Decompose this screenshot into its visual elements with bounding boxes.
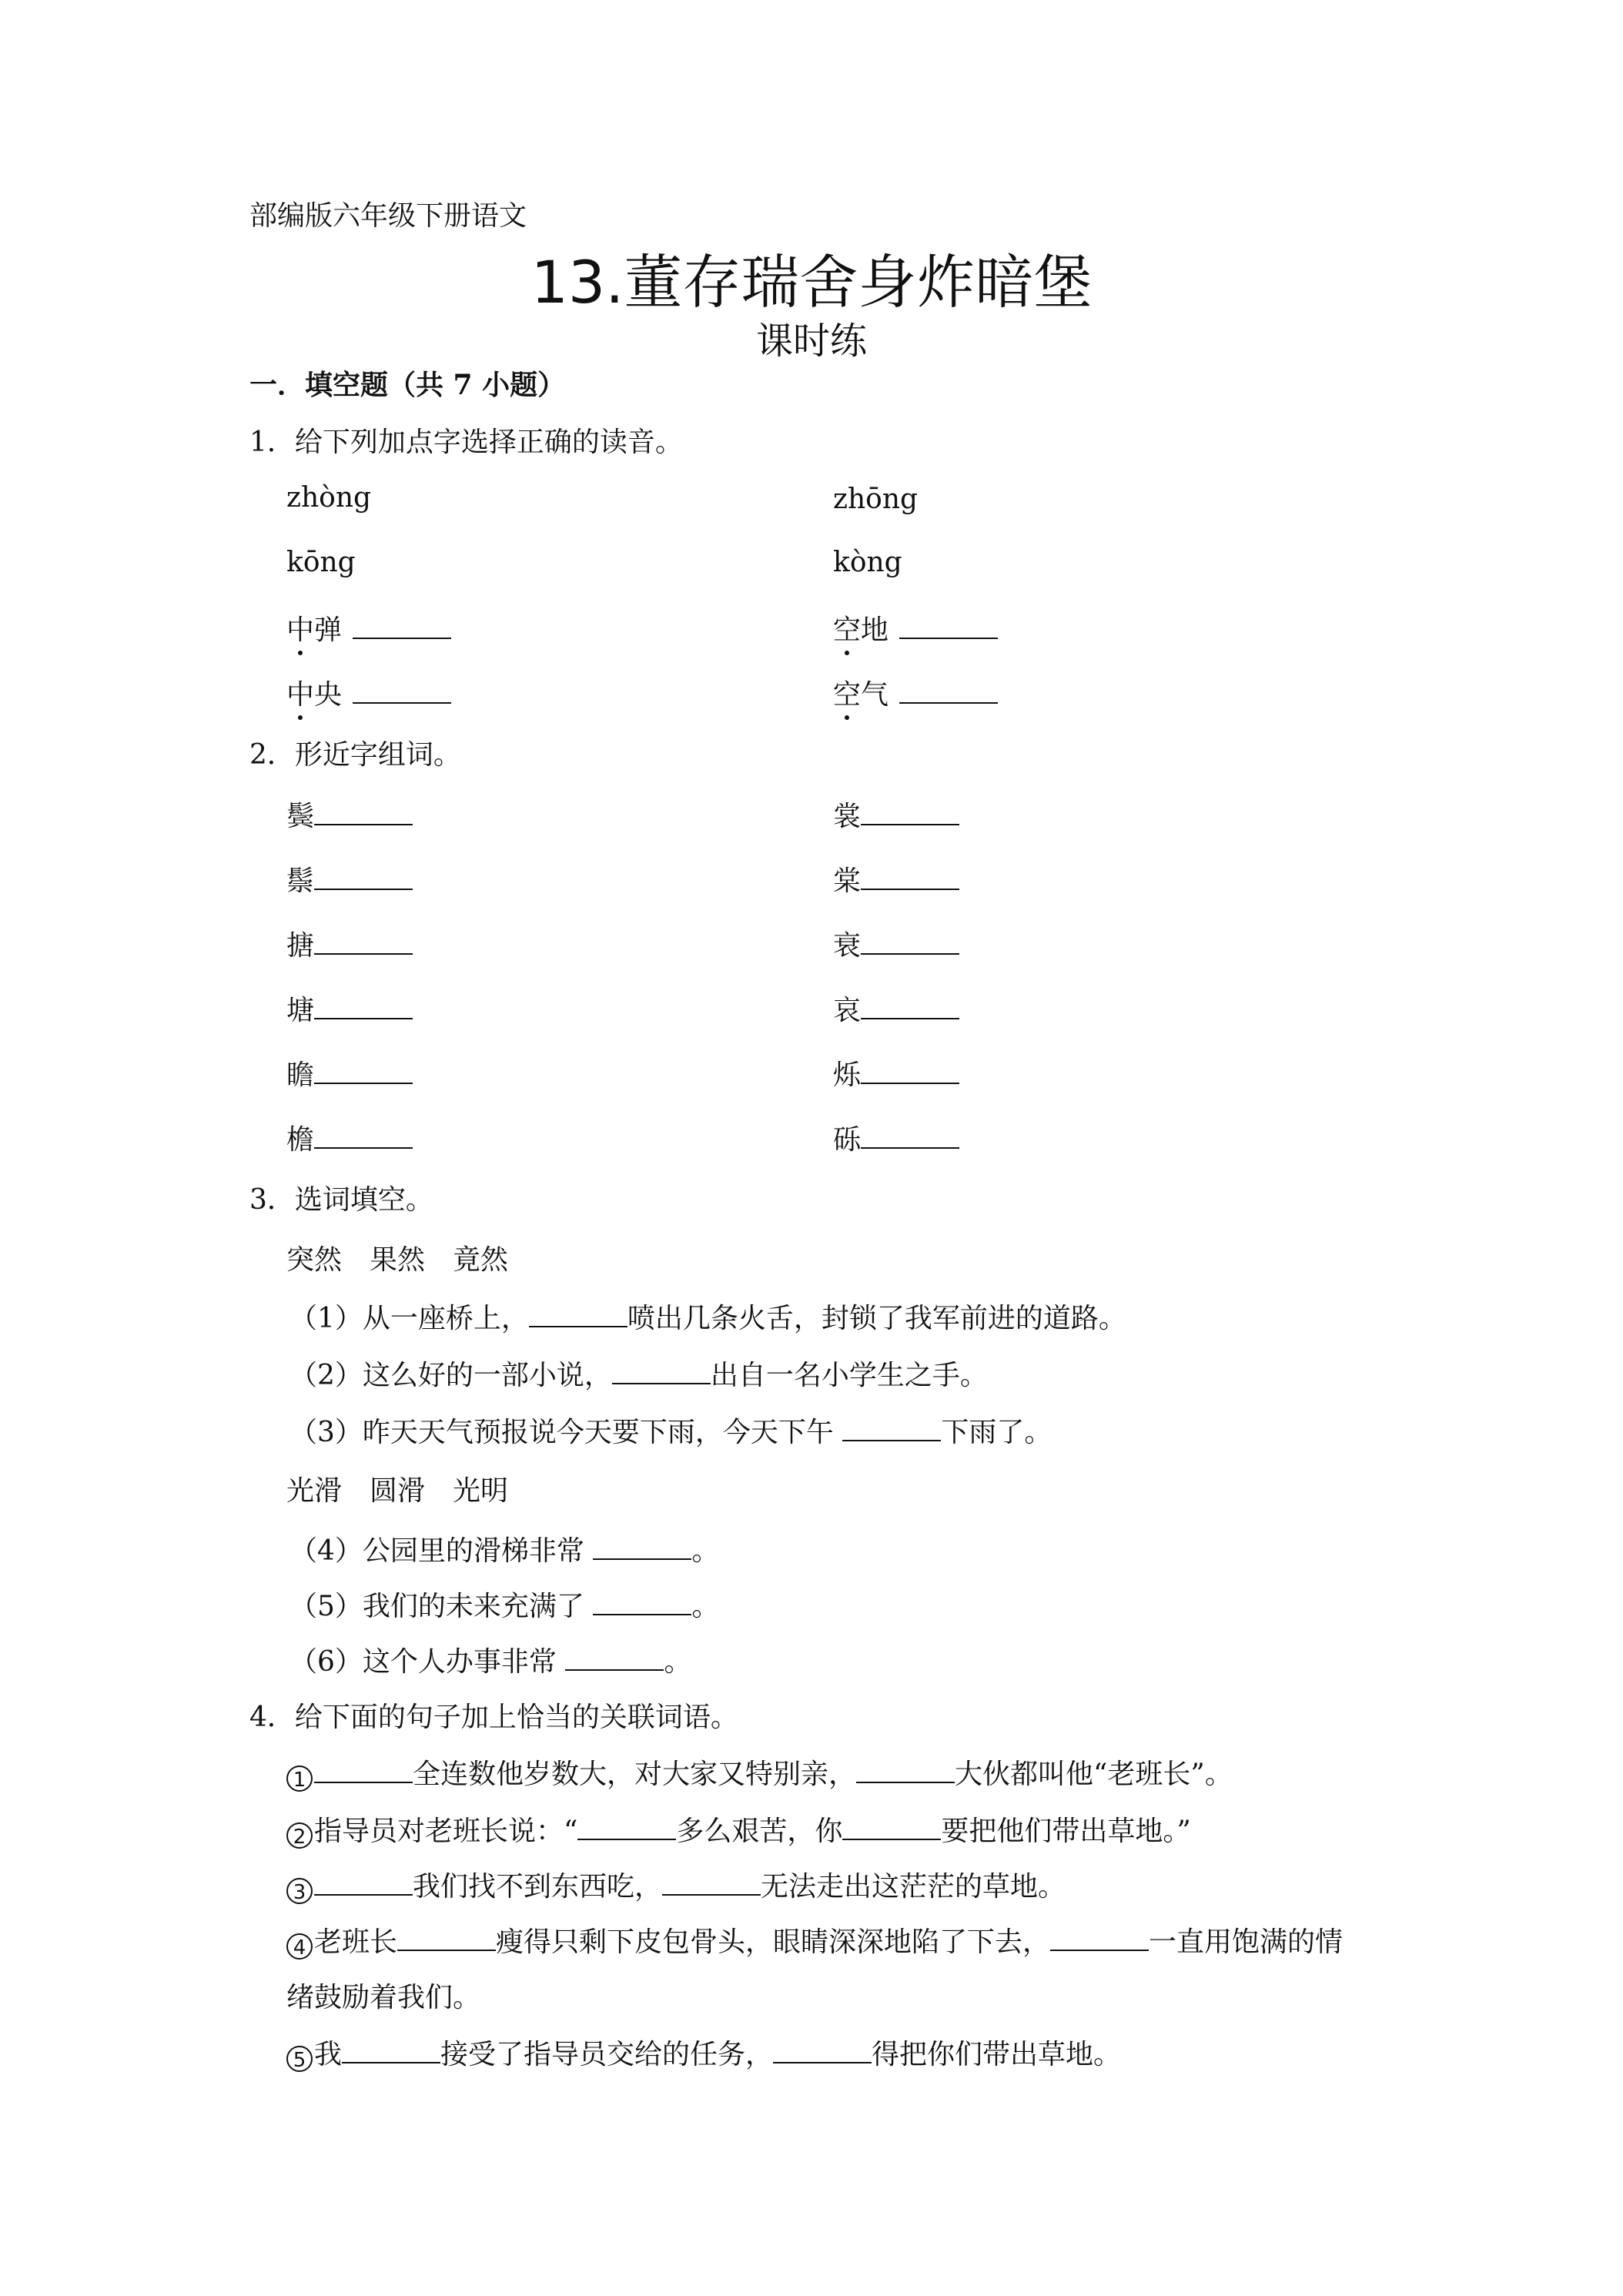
page-subtitle: 课时练 <box>755 320 867 363</box>
circled-number: 3 <box>286 1878 313 1904</box>
q2-char: 鬃 <box>286 865 315 897</box>
sentence-text: 指导员对老班长说：“ <box>314 1816 578 1847</box>
sentence-number: （2） <box>289 1360 363 1391</box>
sentence-number: （4） <box>289 1535 363 1567</box>
q2-char: 搪 <box>286 930 315 962</box>
sentence-text: 我们的未来充满了 <box>362 1591 594 1622</box>
q2-char: 棠 <box>833 865 862 897</box>
q3-sentence <box>289 1411 1052 1450</box>
answer-blank[interactable] <box>353 614 451 639</box>
answer-blank[interactable] <box>593 1535 691 1560</box>
circled-number: 5 <box>286 2046 313 2072</box>
answer-blank[interactable] <box>314 1759 413 1783</box>
sentence-text: 出自一名小学生之手。 <box>710 1360 988 1391</box>
sentence-text: 得把你们带出草地。 <box>872 2039 1122 2070</box>
q3-word-options: 突然 果然 竟然 <box>286 1244 509 1276</box>
answer-blank[interactable] <box>314 995 413 1019</box>
pinyin-option: kōng <box>286 547 356 578</box>
answer-blank[interactable] <box>314 930 413 955</box>
sentence-text: 接受了指导员交给的任务， <box>440 2039 774 2070</box>
answer-blank[interactable] <box>397 1926 496 1951</box>
answer-blank[interactable] <box>861 1124 959 1149</box>
answer-blank[interactable] <box>861 995 959 1019</box>
answer-blank[interactable] <box>314 1124 413 1149</box>
pinyin-option: zhòng <box>286 482 372 514</box>
sentence-text: 公园里的滑梯非常 <box>362 1535 594 1567</box>
q2-char: 哀 <box>833 995 862 1026</box>
sentence-text: 下雨了。 <box>941 1417 1052 1448</box>
sentence-text: 我们找不到东西吃， <box>413 1871 663 1903</box>
header-label: 部编版六年级下册语文 <box>249 200 527 232</box>
answer-blank[interactable] <box>314 1059 413 1084</box>
answer-blank[interactable] <box>861 801 959 825</box>
sentence-text: 喷出几条火舌，封锁了我军前进的道路。 <box>627 1303 1126 1334</box>
sentence-text: 。 <box>691 1535 720 1567</box>
q2-char: 瞻 <box>286 1059 315 1091</box>
q2-item <box>833 795 959 834</box>
q2-item <box>833 989 959 1028</box>
pinyin-option: kòng <box>833 547 902 578</box>
q4-sentence <box>286 2033 1121 2072</box>
q4-sentence-continued: 绪鼓励着我们。 <box>286 1982 481 2013</box>
dotted-char: 中 <box>286 673 314 712</box>
q4-prompt: 4．给下面的句子加上恰当的关联词语。 <box>249 1702 738 1733</box>
q2-char: 砾 <box>833 1124 862 1156</box>
q2-item <box>833 924 959 963</box>
q1-word-row <box>286 673 451 712</box>
answer-blank[interactable] <box>773 2039 872 2063</box>
sentence-text: 昨天天气预报说今天要下雨，今天下午 <box>362 1417 843 1448</box>
sentence-text: 我 <box>314 2039 343 2070</box>
sentence-text: 老班长 <box>314 1926 398 1958</box>
word-rest: 央 <box>314 679 343 711</box>
answer-blank[interactable] <box>342 2039 440 2063</box>
answer-blank[interactable] <box>662 1871 761 1896</box>
q2-char: 檐 <box>286 1124 315 1156</box>
q2-char: 烁 <box>833 1059 862 1091</box>
answer-blank[interactable] <box>842 1417 941 1441</box>
sentence-text: 一直用饱满的情 <box>1149 1926 1344 1958</box>
q1-word-row <box>286 608 451 648</box>
q2-item <box>833 1118 959 1157</box>
q3-sentence <box>289 1585 719 1624</box>
word-rest: 气 <box>861 679 889 711</box>
answer-blank[interactable] <box>314 1871 413 1896</box>
circled-number: 1 <box>286 1766 313 1792</box>
answer-blank[interactable] <box>612 1360 711 1384</box>
q2-item <box>833 1053 959 1093</box>
q2-char: 裳 <box>833 801 862 832</box>
q3-prompt: 3．选词填空。 <box>249 1184 433 1216</box>
sentence-text: 瘦得只剩下皮包骨头，眼睛深深地陷了下去， <box>496 1926 1051 1958</box>
q2-prompt: 2．形近字组词。 <box>249 739 461 771</box>
q3-word-options: 光滑 圆滑 光明 <box>286 1475 509 1507</box>
q3-sentence <box>289 1640 691 1679</box>
sentence-text: 。 <box>691 1591 720 1622</box>
word-rest: 地 <box>861 614 889 646</box>
q1-word-row <box>833 673 998 712</box>
q4-sentence <box>286 1920 1343 1960</box>
q2-item <box>286 1053 413 1093</box>
q2-item <box>286 924 413 963</box>
q4-sentence <box>286 1809 1191 1849</box>
q2-char: 衰 <box>833 930 862 962</box>
q3-sentence <box>289 1297 1126 1336</box>
answer-blank[interactable] <box>314 865 413 890</box>
answer-blank[interactable] <box>314 801 413 825</box>
circled-number: 2 <box>286 1822 313 1849</box>
sentence-number: （5） <box>289 1591 363 1622</box>
q2-item <box>286 795 413 834</box>
q2-char: 鬓 <box>286 801 315 832</box>
q3-sentence <box>289 1529 719 1568</box>
q3-sentence <box>289 1354 988 1393</box>
dotted-char: 空 <box>833 608 861 648</box>
sentence-number: （1） <box>289 1303 363 1334</box>
answer-blank[interactable] <box>565 1646 664 1671</box>
q2-item <box>286 989 413 1028</box>
answer-blank[interactable] <box>861 930 959 955</box>
sentence-text: 这么好的一部小说， <box>362 1360 612 1391</box>
q2-item <box>286 859 413 899</box>
sentence-text: 这个人办事非常 <box>362 1646 566 1678</box>
answer-blank[interactable] <box>577 1816 676 1840</box>
q1-prompt: 1．给下列加点字选择正确的读音。 <box>249 427 683 458</box>
answer-blank[interactable] <box>842 1816 941 1840</box>
dotted-char: 中 <box>286 608 314 648</box>
answer-blank[interactable] <box>529 1303 627 1327</box>
q1-word-row <box>833 608 998 648</box>
q2-char: 塘 <box>286 995 315 1026</box>
q4-sentence <box>286 1865 1066 1904</box>
sentence-text: 要把他们带出草地。” <box>941 1816 1191 1847</box>
sentence-text: 全连数他岁数大，对大家又特别亲， <box>413 1759 857 1790</box>
answer-blank[interactable] <box>899 679 998 704</box>
answer-blank[interactable] <box>861 865 959 890</box>
sentence-text: 多么艰苦，你 <box>676 1816 843 1847</box>
sentence-text: 无法走出这茫茫的草地。 <box>761 1871 1066 1903</box>
q2-item <box>286 1118 413 1157</box>
answer-blank[interactable] <box>856 1759 955 1783</box>
section-heading: 一．填空题（共 7 小题） <box>249 369 566 401</box>
dotted-char: 空 <box>833 673 861 712</box>
answer-blank[interactable] <box>1050 1926 1149 1951</box>
page-title: 13.董存瑞舍身炸暗堡 <box>530 248 1093 316</box>
sentence-text: 大伙都叫他“老班长”。 <box>955 1759 1233 1790</box>
sentence-number: （6） <box>289 1646 363 1678</box>
answer-blank[interactable] <box>593 1591 691 1615</box>
answer-blank[interactable] <box>861 1059 959 1084</box>
q2-item <box>833 859 959 899</box>
sentence-text: 。 <box>664 1646 692 1678</box>
q4-sentence <box>286 1752 1233 1792</box>
sentence-number: （3） <box>289 1417 363 1448</box>
pinyin-option: zhōng <box>833 484 919 515</box>
answer-blank[interactable] <box>353 679 451 704</box>
sentence-text: 从一座桥上， <box>362 1303 529 1334</box>
circled-number: 4 <box>286 1933 313 1960</box>
word-rest: 弹 <box>314 614 343 646</box>
answer-blank[interactable] <box>899 614 998 639</box>
